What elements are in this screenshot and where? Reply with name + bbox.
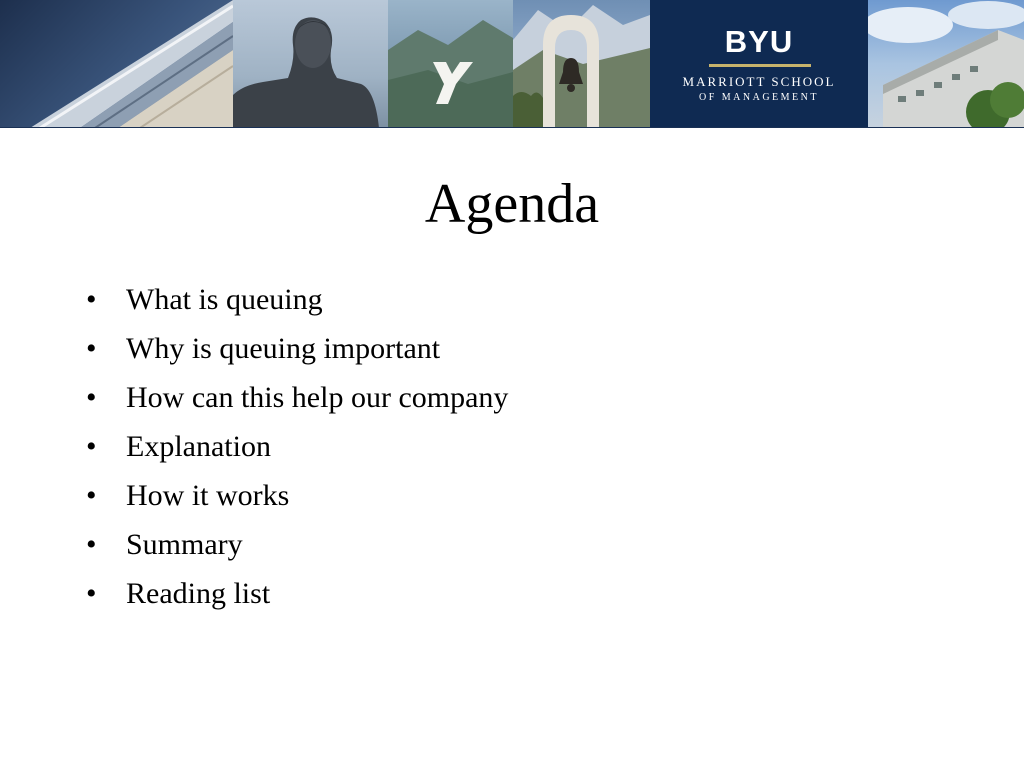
mountain-y-image xyxy=(388,0,513,128)
bullet-icon: • xyxy=(86,479,97,512)
bullet-icon: • xyxy=(86,332,97,365)
bullet-icon: • xyxy=(86,430,97,463)
school-name: MARRIOTT SCHOOL xyxy=(682,74,836,89)
agenda-item-label: Reading list xyxy=(126,577,271,610)
building-facade-image xyxy=(0,0,233,128)
building-photo-panel xyxy=(0,0,233,128)
bullet-icon: • xyxy=(86,528,97,561)
byu-wordmark: BYU xyxy=(724,24,794,59)
bullet-icon: • xyxy=(86,381,97,414)
agenda-item-label: Why is queuing important xyxy=(126,332,441,365)
bullet-icon: • xyxy=(86,577,97,610)
school-logo-panel xyxy=(650,0,868,128)
agenda-item-label: What is queuing xyxy=(126,283,323,316)
bell-tower-photo-panel xyxy=(513,0,650,128)
banner-bottom-rule xyxy=(0,127,1024,128)
school-subtitle: OF MANAGEMENT xyxy=(699,92,819,103)
agenda-item-label: How it works xyxy=(126,479,290,512)
slide-title: Agenda xyxy=(424,173,600,235)
byu-marriott-logo xyxy=(650,0,868,128)
agenda-item-label: Explanation xyxy=(126,430,271,463)
logo-gold-rule xyxy=(709,64,811,67)
statue-photo-panel xyxy=(233,0,388,128)
mountain-y-photo-panel xyxy=(388,0,513,128)
agenda-item-label: Summary xyxy=(126,528,243,561)
agenda-item-label: How can this help our company xyxy=(126,381,509,414)
bullet-icon: • xyxy=(86,283,97,316)
sky-building-image xyxy=(868,0,1024,128)
sky-building-photo-panel xyxy=(868,0,1024,128)
bell-tower-image xyxy=(513,0,650,128)
statue-image xyxy=(233,0,388,128)
header-banner xyxy=(0,0,1024,128)
